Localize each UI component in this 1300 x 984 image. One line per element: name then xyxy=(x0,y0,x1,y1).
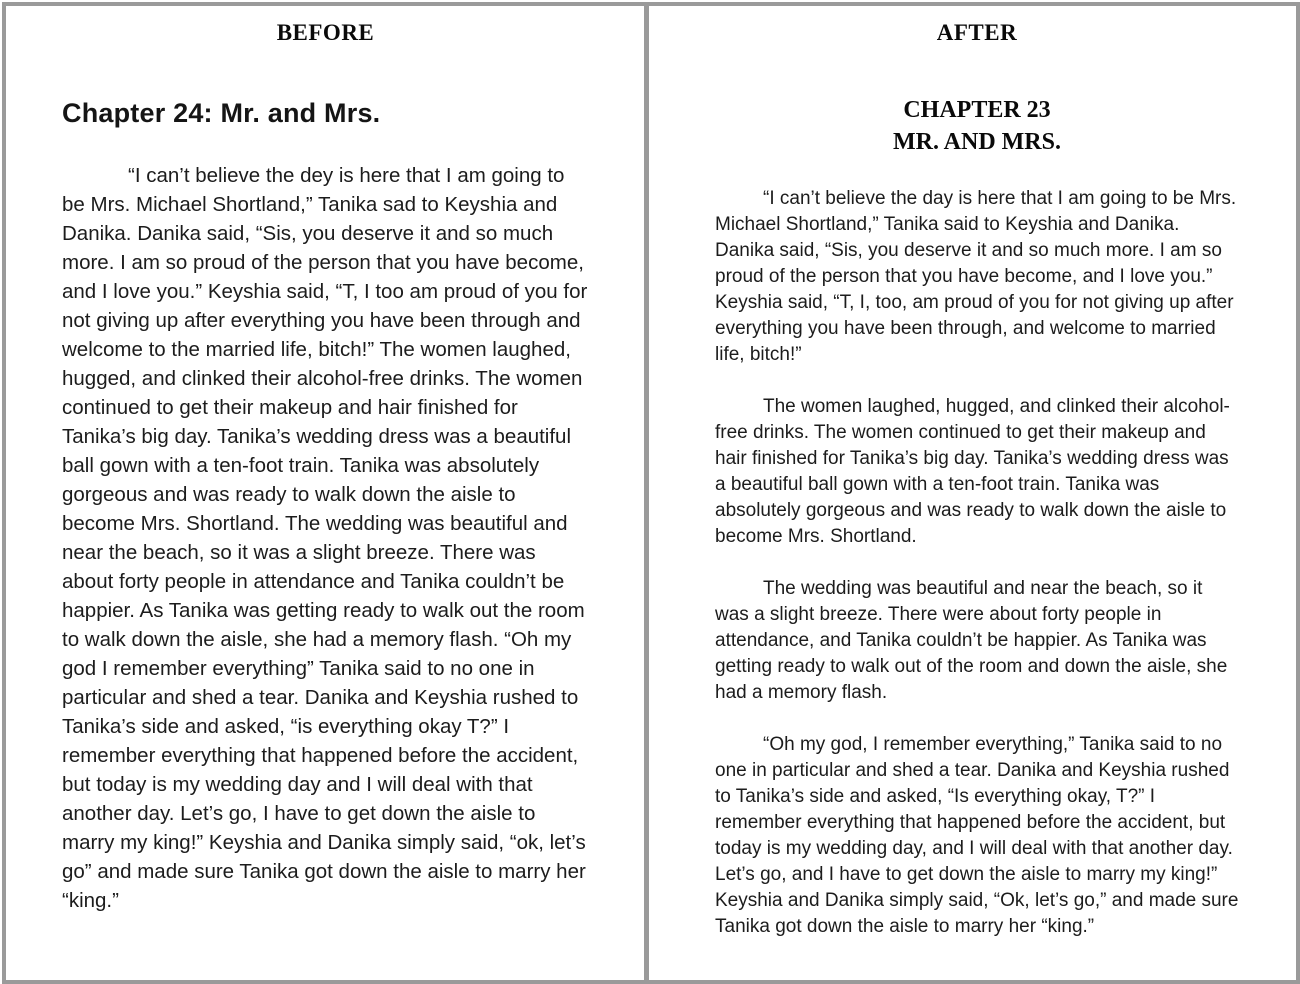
after-panel-label: AFTER xyxy=(936,20,1018,45)
after-chapter-title: MR. AND MRS. xyxy=(893,129,1061,155)
after-paragraph: The wedding was beautiful and near the beach, so it was a slight breeze. There were about forty people in attendance, and Tanika couldn’t be happier. As Tanika was getting ready to walk out of the room and down the aisle, she had a memory flash. xyxy=(715,578,1228,703)
before-body-text xyxy=(62,161,589,915)
before-panel-label: BEFORE xyxy=(276,20,375,45)
after-paragraph: The women laughed, hugged, and clinked their alcohol-free drinks. The women continued to get their makeup and hair finished for Tanika’s big day. Tanika’s wedding dress was a beautiful ball gown with a ten-foot train. Tanika was absolutely gorgeous and was ready to walk down the aisle to become Mrs. Shortland. xyxy=(715,396,1230,547)
after-paragraph: “Oh my god, I remember everything,” Tanika said to no one in particular and shed a tear. Danika and Keyshia rushed to Tanika’s side and asked, “Is everything okay, T?” I remember everything that happened before the accident, but today is my wedding day, and I will deal with that another day. Let’s go, and I have to get down the aisle to marry my king!” Keyshia and Danika simply said, “Ok, let’s go,” and made sure Tanika got down the aisle to marry her “king.” xyxy=(715,734,1239,937)
before-panel xyxy=(6,6,649,980)
after-body-text xyxy=(715,186,1239,940)
after-panel xyxy=(649,6,1296,980)
comparison-frame xyxy=(2,2,1300,984)
before-paragraph: “I can’t believe the dey is here that I am going to be Mrs. Michael Shortland,” Tanika sad to Keyshia and Danika. Danika said, “Sis, you deserve it and so much more. I am so proud of the person that you have become, and I love you.” Keyshia said, “T, I too am proud of you for not giving up after everything you have been through and welcome to the married life, bitch!” The women laughed, hugged, and clinked their alcohol-free drinks. The women continued to get their makeup and hair finished for Tanika’s big day. Tanika’s wedding dress was a beautiful ball gown with a ten-foot train. Tanika was absolutely gorgeous and was ready to walk down the aisle to become Mrs. Shortland. The wedding was beautiful and near the beach, so it was a slight breeze. There was about forty people in attendance and Tanika couldn’t be happier. As Tanika was getting ready to walk out the room to walk down the aisle, she had a memory flash. “Oh my god I remember everything” Tanika said to no one in particular and shed a tear. Danika and Keyshia rushed to Tanika’s side and asked, “is everything okay T?” I remember everything that happened before the accident, but today is my wedding day and I will deal with that another day. Let’s go, I have to get down the aisle to marry my king!” Keyshia and Danika simply said, “ok, let’s go” and made sure Tanika got down the aisle to marry her “king.” xyxy=(62,164,588,912)
after-chapter-heading xyxy=(715,94,1239,158)
after-paragraph: “I can’t believe the day is here that I am going to be Mrs. Michael Shortland,” Tanika said to Keyshia and Danika. Danika said, “Sis, you deserve it and so much more. I am so proud of the person that you have become, and I love you.” Keyshia said, “T, I, too, am proud of you for not giving up after everything you have been through, and welcome to married life, bitch!” xyxy=(715,188,1237,365)
after-chapter-number: CHAPTER 23 xyxy=(903,97,1051,123)
before-chapter-heading: Chapter 24: Mr. and Mrs. xyxy=(62,98,381,128)
